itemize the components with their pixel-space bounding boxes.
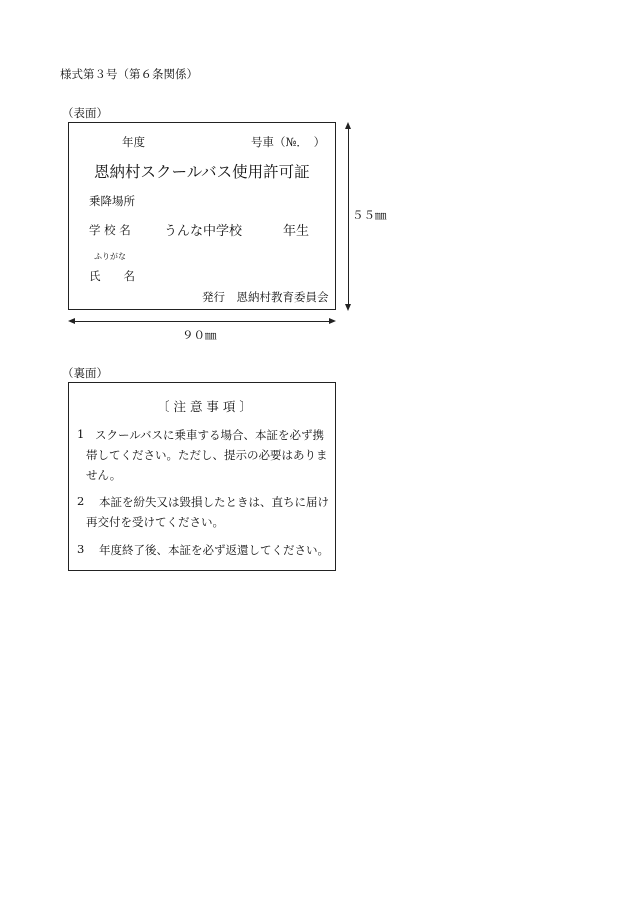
width-arrow-line <box>75 321 329 322</box>
school-name: うんな中学校 <box>164 224 243 239</box>
card-front <box>68 122 336 310</box>
notes-heading: 〔 注 意 事 項 〕 <box>157 399 252 414</box>
issuer: 発行 恩納村教育委員会 <box>202 290 329 304</box>
card-back <box>68 382 336 571</box>
bus-number: 号車（№． ） <box>251 135 326 149</box>
back-label: （裏面） <box>62 366 108 380</box>
furigana-label: ふりがな <box>94 252 126 261</box>
card-title: 恩納村スクールバス使用許可証 <box>94 163 310 181</box>
note-1-line1: スクールバスに乗車する場合、本証を必ず携 <box>95 428 324 442</box>
note-2-line1: 本証を紛失又は毀損したときは、直ちに届け <box>99 495 329 509</box>
grade-label: 年生 <box>283 224 310 239</box>
fiscal-year: 年度 <box>122 135 145 149</box>
width-arrow-right <box>329 318 336 324</box>
note-1-number: 1 <box>77 427 85 441</box>
note-3-number: 3 <box>77 542 85 556</box>
note-2-rest: 再交付を受けてください。 <box>86 515 224 529</box>
name-label: 氏 名 <box>89 269 135 283</box>
note-2-number: 2 <box>77 494 85 508</box>
note-3-line1: 年度終了後、本証を必ず返還してください。 <box>99 543 329 557</box>
school-label: 学 校 名 <box>89 223 131 237</box>
stop-label: 乗降場所 <box>89 194 135 208</box>
width-arrow-left <box>68 318 75 324</box>
note-1-rest: 帯してください。ただし、提示の必要はありません。 <box>86 448 328 482</box>
height-dimension: ５５㎜ <box>352 208 387 222</box>
height-arrow-line <box>348 128 349 304</box>
form-header: 様式第３号（第６条関係） <box>60 67 198 81</box>
height-arrow-bottom <box>345 304 351 311</box>
width-dimension: ９０㎜ <box>182 328 217 342</box>
front-label: （表面） <box>62 106 108 120</box>
